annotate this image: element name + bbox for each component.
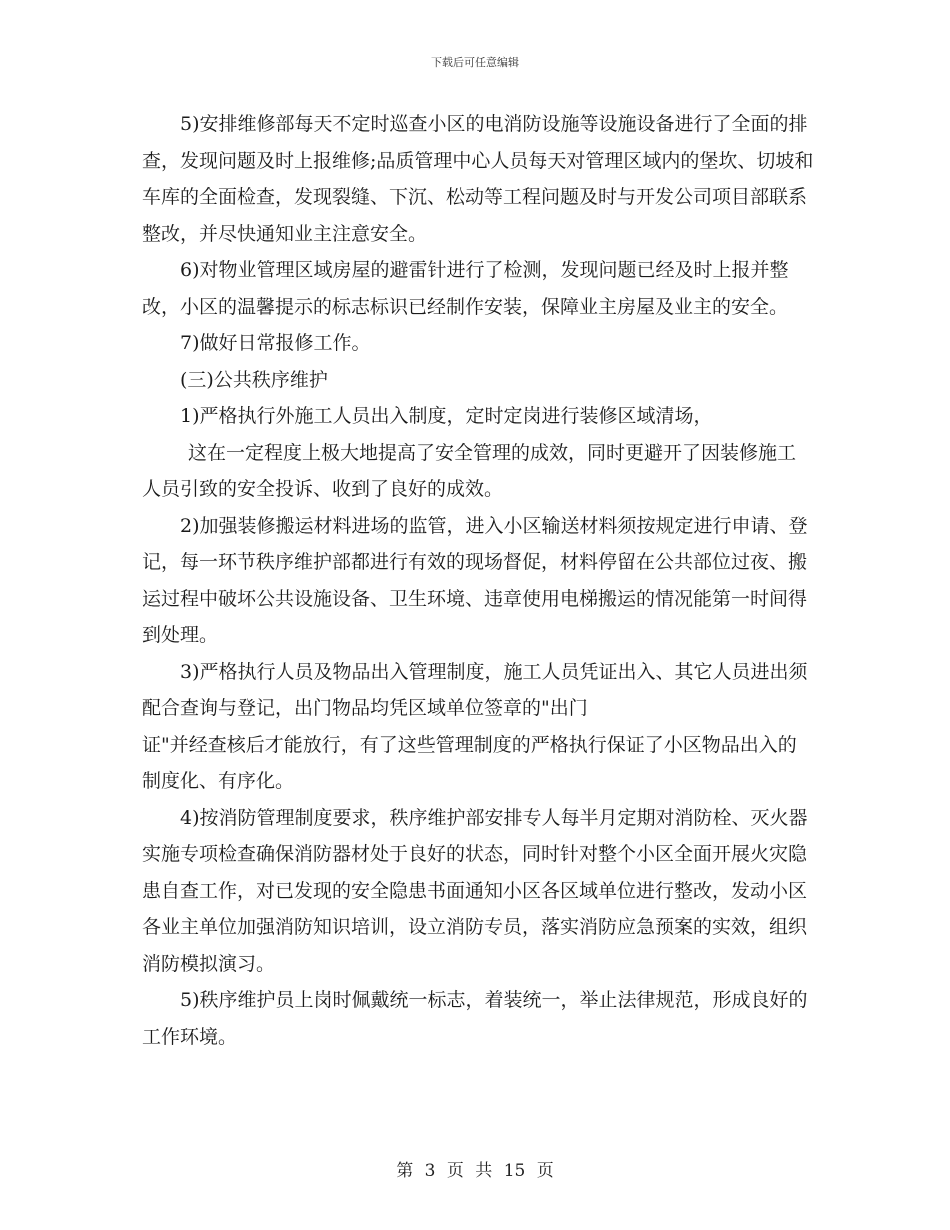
paragraph-worker-entry-continued: 这在一定程度上极大地提高了安全管理的成效，同时更避开了因装修施工人员引致的安全投诉、收到了良好的成效。 (142, 441, 797, 500)
section-heading-public-order: (三)公共秩序维护 (180, 368, 328, 391)
page-header: 下载后可任意编辑 (431, 56, 519, 69)
paragraph-guard-uniform: 5)秩序维护员上岗时佩戴统一标志，着装统一，举止法律规范，形成良好的工作环境。 (142, 989, 808, 1048)
paragraph-maintenance-inspection: 5)安排维修部每天不定时巡查小区的电消防设施等设施设备进行了全面的排查，发现问题及时上报维修;品质管理中心人员每天对管理区域内的堡坎、切坡和车库的全面检查，发现裂缝、下沉、松动等工程问题及时与开发公司项目部联系整改，并尽快通知业主注意安全。 (142, 113, 814, 245)
paragraph-fire-safety: 4)按消防管理制度要求，秩序维护部安排专人每半月定期对消防栓、灭火器实施专项检查确保消防器材处于良好的状态，同时针对整个小区全面开展火灾隐患自查工作，对已发现的安全隐患书面通知小区各区域单位进行整改，发动小区各业主单位加强消防知识培训，设立消防专员，落实消防应急预案的实效，组织消防模拟演习。 (142, 806, 808, 975)
paragraph-daily-repair: 7)做好日常报修工作。 (180, 332, 371, 354)
paragraph-worker-entry: 1)严格执行外施工人员出入制度，定时定岗进行装修区域清场， (180, 405, 713, 427)
paragraph-material-transport: 2)加强装修搬运材料进场的监管，进入小区输送材料须按规定进行申请、登记，每一环节秩序维护部都进行有效的现场督促，材料停留在公共部位过夜、搬运过程中破坏公共设施设备、卫生环境、违章使用电梯搬运的情况能第一时间得到处理。 (142, 514, 808, 646)
paragraph-entry-exit-control: 3)严格执行人员及物品出入管理制度，施工人员凭证出入、其它人员进出须配合查询与登记，出门物品均凭区域单位签章的"出门 (142, 660, 808, 719)
paragraph-lightning-rod: 6)对物业管理区域房屋的避雷针进行了检测，发现问题已经及时上报并整改，小区的温馨提示的标志标识已经制作安装，保障业主房屋及业主的安全。 (142, 259, 789, 318)
paragraph-entry-exit-control-continued: 证"并经查核后才能放行，有了这些管理制度的严格执行保证了小区物品出入的制度化、有序化。 (142, 733, 797, 792)
page-number-footer: 第 3 页 共 15 页 (396, 1161, 554, 1181)
document-body (142, 106, 814, 1055)
